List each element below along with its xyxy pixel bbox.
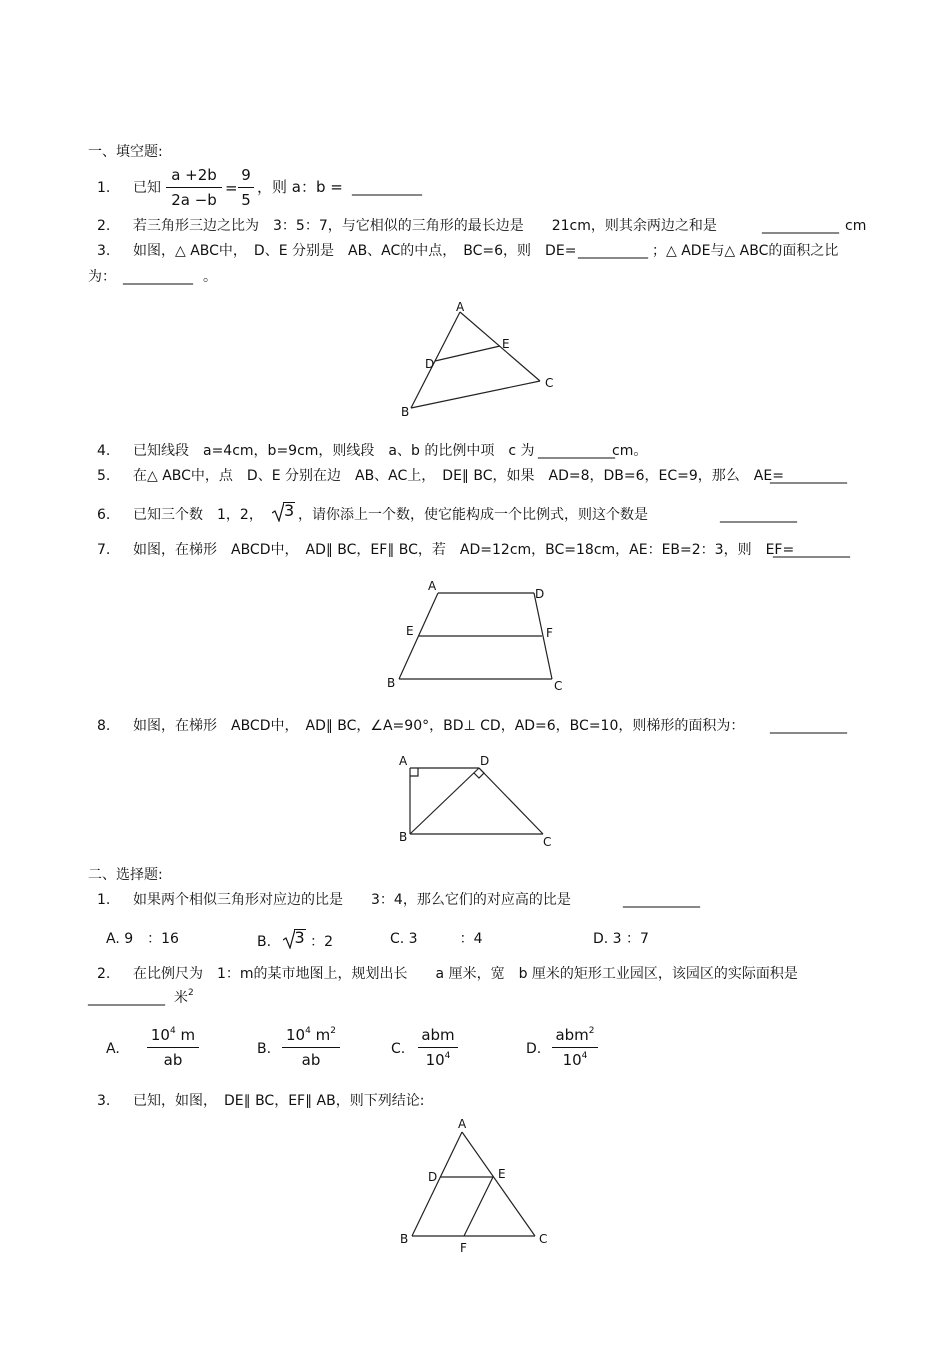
fig4-label-b: B xyxy=(400,1232,409,1246)
s2-q2-text: 在比例尺为 1：m的某市地图上，规划出长 a 厘米，宽 b 厘米的矩形工业园区，该园区的实际面积是 xyxy=(133,966,798,982)
q8-text: 如图，在梯形 ABCD中， AD∥ BC，∠A=90°，BD⊥ CD，AD=6，BC=10，则梯形的面积为： xyxy=(133,718,745,734)
s2-q1-option-b-radicand: 3 xyxy=(294,928,305,947)
s2-q2-option-b-fraction[interactable] xyxy=(282,1028,340,1068)
s2-q2-option-b-denominator: ab xyxy=(301,1051,321,1069)
q7-answer-blank[interactable]: ___________ xyxy=(773,542,850,558)
fig3-label-a: A xyxy=(399,754,408,768)
s2-q1-option-b-rest: ：2 xyxy=(310,934,334,950)
q1-fraction xyxy=(166,168,222,208)
fig4-label-d: D xyxy=(428,1170,438,1184)
fig1-label-a: A xyxy=(456,300,465,314)
q8-number: 8. xyxy=(97,718,111,734)
fig4-label-f: F xyxy=(460,1241,467,1255)
s2-q2-option-a-label[interactable]: A. xyxy=(106,1041,120,1057)
q2-text: 若三角形三边之比为 3：5：7，与它相似的三角形的最长边是 21cm，则其余两边之和是 xyxy=(133,218,717,234)
q3-number: 3. xyxy=(97,243,111,259)
s2-q2-option-c-denominator: $10^4$ xyxy=(425,1051,451,1069)
fig1-label-d: D xyxy=(425,357,435,371)
fig2-label-d: D xyxy=(535,587,545,601)
s2-q2-answer-blank[interactable]: ___________ xyxy=(88,990,165,1006)
q1-rhs-fraction xyxy=(238,168,254,208)
q5-text: 在△ ABC中，点 D、E 分别在边 AB、AC上， DE∥ BC，如果 AD=8，DB=6，EC=9，那么 AE= xyxy=(133,468,784,484)
s2-q1-number: 1. xyxy=(97,892,111,908)
fig2-label-b: B xyxy=(387,676,396,690)
sqrt-sign-icon xyxy=(272,502,284,522)
section-title-choice: 二、选择题: xyxy=(88,867,163,883)
fig4-label-a: A xyxy=(458,1117,467,1131)
fig3-label-c: C xyxy=(543,835,552,849)
q8-answer-blank[interactable]: ___________ xyxy=(770,718,847,734)
q1-equals: = xyxy=(225,179,238,197)
s2-q1-answer-blank[interactable]: ___________ xyxy=(623,892,700,908)
q1-rhs-numerator: 9 xyxy=(238,168,254,188)
fig2-label-a: A xyxy=(428,579,437,593)
s2-q2-option-a-fraction[interactable] xyxy=(147,1028,199,1068)
s2-q2-option-c-numerator: abm xyxy=(418,1028,458,1048)
s2-q1-option-a[interactable]: A. 9 ：16 xyxy=(106,931,179,947)
q6-suffix: ，请你添上一个数，使它能构成一个比例式，则这个数是 xyxy=(298,507,648,523)
fig2-label-f: F xyxy=(546,626,553,640)
q3-text-line1: 如图，△ ABC中， D、E 分别是 AB、AC的中点， BC=6，则 DE= xyxy=(133,243,577,259)
fig1-label-e: E xyxy=(502,337,510,351)
s2-q1-text: 如果两个相似三角形对应边的比是 3：4，那么它们的对应高的比是 xyxy=(133,892,571,908)
s2-q2-number: 2. xyxy=(97,966,111,982)
q3-text-line1b: ；△ ADE与△ ABC的面积之比 xyxy=(652,243,839,259)
fig4-label-c: C xyxy=(539,1232,548,1246)
q2-number: 2. xyxy=(97,218,111,234)
fig4-label-e: E xyxy=(498,1167,506,1181)
q6-sqrt xyxy=(283,502,295,520)
q1-fraction-numerator: a +2b xyxy=(166,168,222,188)
fig3-label-b: B xyxy=(399,830,408,844)
q4-number: 4. xyxy=(97,443,111,459)
s2-q3-number: 3. xyxy=(97,1093,111,1109)
s2-q2-option-a-denominator: ab xyxy=(163,1051,183,1069)
s2-q2-option-b-numerator: $10^4$ $m^2$ xyxy=(282,1028,340,1048)
s2-q2-option-b-label[interactable]: B. xyxy=(257,1041,272,1057)
s2-q3-text: 已知，如图， DE∥ BC，EF∥ AB，则下列结论: xyxy=(133,1093,425,1109)
figure-triangle-abc-de xyxy=(390,295,570,425)
fig3-label-d: D xyxy=(480,754,490,768)
q6-answer-blank[interactable]: ___________ xyxy=(720,507,797,523)
q1-number: 1. xyxy=(97,180,111,196)
s2-q2-option-d-label[interactable]: D. xyxy=(526,1041,542,1057)
s2-q2-option-c-label[interactable]: C. xyxy=(391,1041,406,1057)
q3-text-line2: 为： xyxy=(88,269,116,285)
q7-number: 7. xyxy=(97,542,111,558)
q4-answer-blank[interactable]: ___________ xyxy=(538,443,615,459)
q1-fraction-denominator: 2a −b xyxy=(171,191,217,209)
q5-number: 5. xyxy=(97,468,111,484)
q3-answer-blank-2[interactable]: __________ xyxy=(123,269,193,285)
figure-trapezoid-abcd-ef xyxy=(380,572,580,697)
figure-triangle-abc-de-ef xyxy=(390,1110,560,1260)
q1-prefix: 已知 xyxy=(133,180,161,196)
q7-text: 如图，在梯形 ABCD中， AD∥ BC，EF∥ BC，若 AD=12cm，BC=18cm，AE：EB=2：3，则 EF= xyxy=(133,542,795,558)
q1-suffix: ，则 a：b = xyxy=(257,178,343,196)
q4-unit: cm。 xyxy=(612,443,648,459)
section-title-fill-in: 一、填空题: xyxy=(88,144,163,160)
fig1-label-b: B xyxy=(401,405,410,419)
q6-radicand: 3 xyxy=(284,501,295,520)
q3-answer-blank-1[interactable]: __________ xyxy=(578,243,648,259)
sqrt-sign-icon xyxy=(283,929,295,949)
q3-text-line2b: 。 xyxy=(203,269,217,285)
s2-q2-option-d-numerator: abm$^2$ xyxy=(552,1028,598,1048)
q6-prefix: 已知三个数 1，2， xyxy=(133,507,263,523)
fig2-label-c: C xyxy=(554,679,563,693)
q6-number: 6. xyxy=(97,507,111,523)
q2-unit: cm xyxy=(845,218,867,234)
s2-q1-option-d[interactable]: D. 3 ：7 xyxy=(593,931,649,947)
q1-rhs-denominator: 5 xyxy=(241,191,251,209)
q4-text: 已知线段 a=4cm，b=9cm，则线段 a、b 的比例中项 c 为 xyxy=(133,443,535,459)
s2-q2-option-a-numerator: $10^4$ m xyxy=(147,1028,199,1048)
s2-q2-option-c-fraction[interactable] xyxy=(418,1028,458,1068)
q1-answer-blank[interactable]: __________ xyxy=(352,180,422,196)
fig1-label-c: C xyxy=(545,376,554,390)
s2-q2-unit xyxy=(174,988,194,1006)
s2-q2-unit-sup: 2 xyxy=(188,988,194,998)
q2-answer-blank[interactable]: ___________ xyxy=(762,218,839,234)
s2-q2-unit-text: 米 xyxy=(174,990,188,1006)
s2-q2-option-d-fraction[interactable] xyxy=(552,1028,598,1068)
figure-right-trapezoid-abcd xyxy=(390,748,565,853)
s2-q1-option-b[interactable] xyxy=(257,928,334,950)
s2-q1-option-b-label: B. xyxy=(257,934,272,950)
q5-answer-blank[interactable]: ___________ xyxy=(770,468,847,484)
s2-q1-option-c[interactable]: C. 3 ：4 xyxy=(390,931,483,947)
fig2-label-e: E xyxy=(406,624,414,638)
s2-q2-option-d-denominator: $10^4$ xyxy=(562,1051,588,1069)
